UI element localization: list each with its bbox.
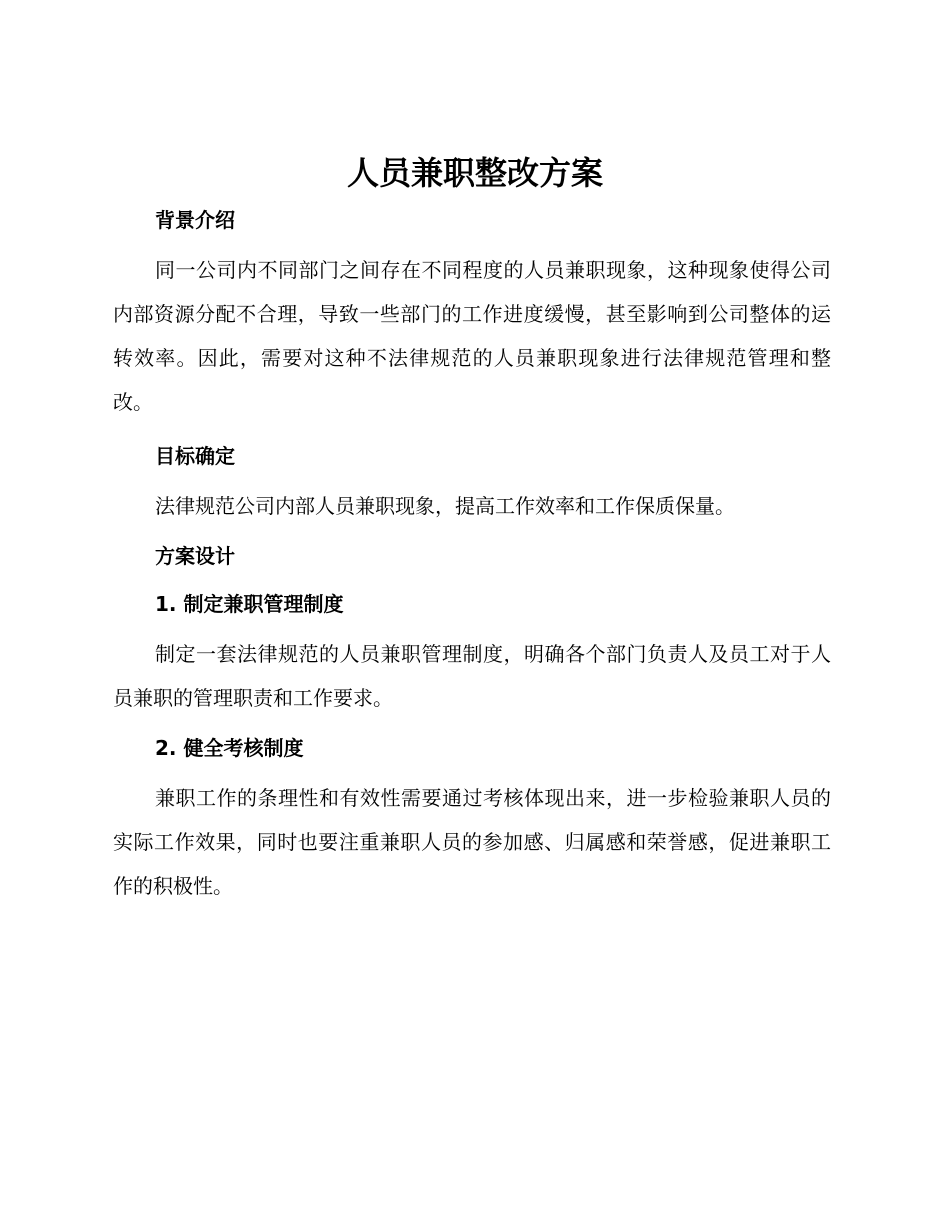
- section-heading-goal: 目标确定: [155, 444, 235, 468]
- subsection-paragraph-assessment: 兼职工作的条理性和有效性需要通过考核体现出来，进一步检验兼职人员的实际工作效果，同时也要注重兼职人员的参加感、归属感和荣誉感，促进兼职工作的积极性。: [113, 786, 831, 898]
- section-paragraph-background: 同一公司内不同部门之间存在不同程度的人员兼职现象，这种现象使得公司内部资源分配不合理，导致一些部门的工作进度缓慢，甚至影响到公司整体的运转效率。因此，需要对这种不法律规范的人员兼职现象进行法律规范管理和整改。: [113, 258, 831, 414]
- document-body: [113, 200, 831, 908]
- section-heading-background: 背景介绍: [155, 208, 235, 232]
- section-heading-plan: 方案设计: [155, 544, 235, 568]
- section-paragraph-goal: 法律规范公司内部人员兼职现象，提高工作效率和工作保质保量。: [155, 494, 735, 518]
- subsection-paragraph-management: 制定一套法律规范的人员兼职管理制度，明确各个部门负责人及员工对于人员兼职的管理职责和工作要求。: [113, 642, 831, 710]
- subsection-heading-assessment: 2. 健全考核制度: [155, 736, 304, 760]
- subsection-heading-management: 1. 制定兼职管理制度: [155, 592, 344, 616]
- document-title: 人员兼职整改方案: [346, 154, 603, 192]
